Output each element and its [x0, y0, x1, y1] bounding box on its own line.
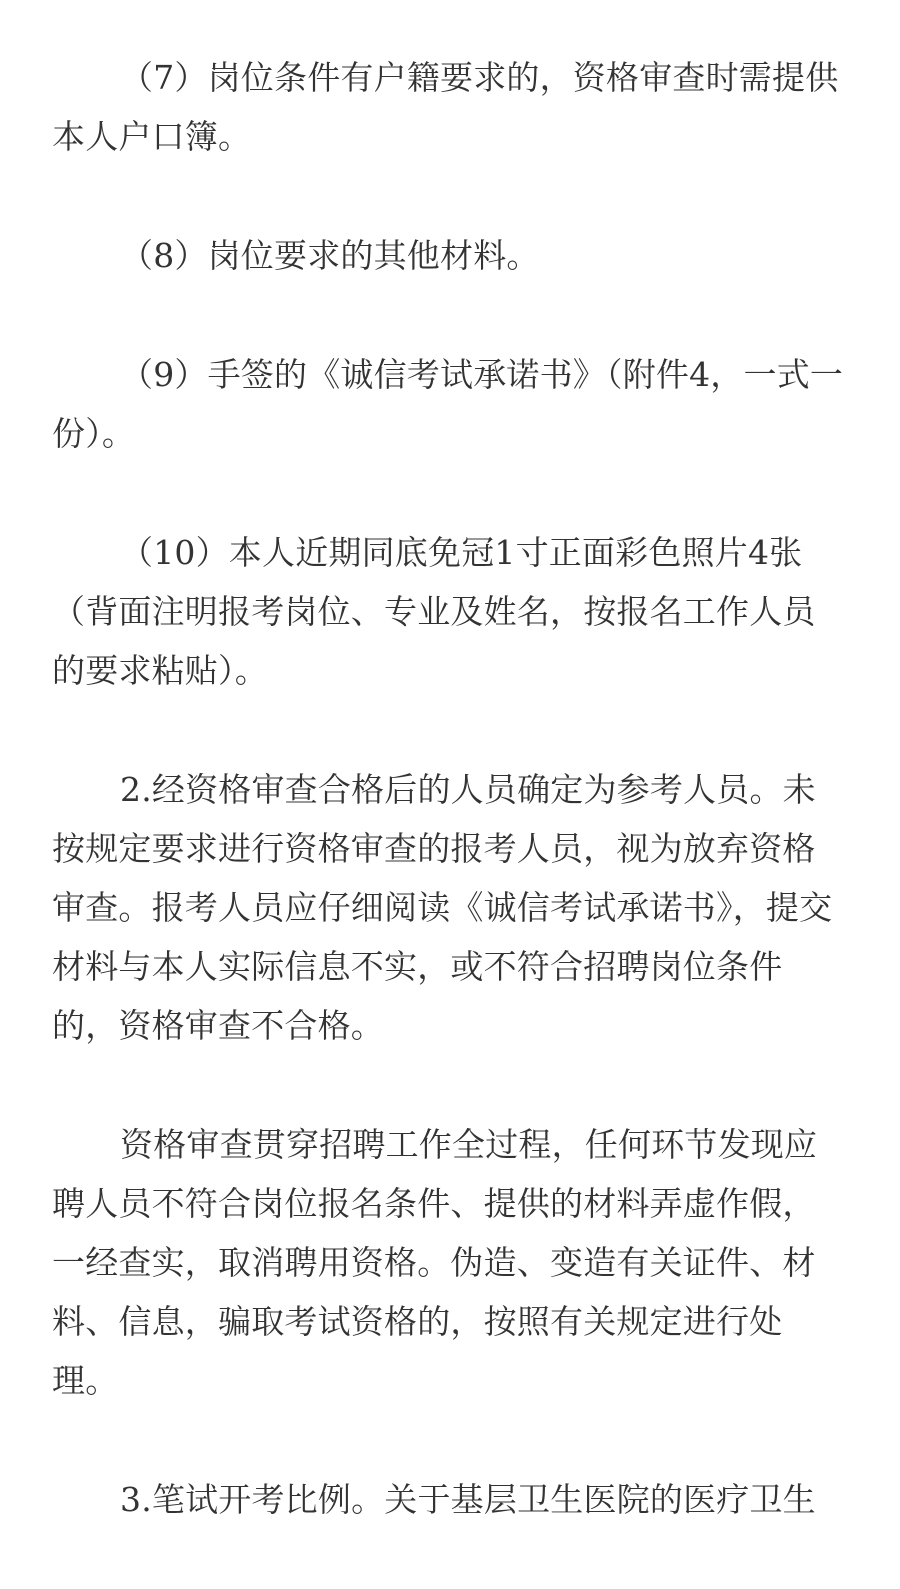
text-line: 按规定要求进行资格审查的报考人员，视为放弃资格	[52, 829, 816, 868]
text-line: 份）。	[52, 414, 136, 453]
text-line: （7）岗位条件有户籍要求的，资格审查时需提供	[120, 58, 839, 97]
article-body	[52, 48, 852, 1589]
text-line: 3.笔试开考比例。关于基层卫生医院的医疗卫生	[120, 1480, 816, 1519]
text-line: （8）岗位要求的其他材料。	[120, 236, 540, 275]
text-line: （背面注明报考岗位、专业及姓名，按报名工作人员	[52, 592, 816, 631]
paragraph-item-10	[52, 523, 852, 700]
paragraph-item-7	[52, 48, 852, 166]
text-line: 资格审查贯穿招聘工作全过程，任何环节发现应	[120, 1125, 818, 1164]
text-line: 2.经资格审查合格后的人员确定为参考人员。未	[120, 770, 816, 809]
paragraph-review-throughout	[52, 1115, 852, 1410]
text-line: 的，资格审查不合格。	[52, 1006, 384, 1045]
text-line: （10）本人近期同底免冠1寸正面彩色照片4张	[120, 533, 803, 572]
paragraph-item-9	[52, 345, 852, 463]
text-line: 料、信息，骗取考试资格的，按照有关规定进行处	[52, 1302, 783, 1341]
text-line: 材料与本人实际信息不实，或不符合招聘岗位条件	[52, 947, 783, 986]
text-line: 的要求粘贴）。	[52, 651, 268, 690]
paragraph-qualification-review	[52, 760, 852, 1055]
text-line: 本人户口簿。	[52, 117, 252, 156]
text-line: （9）手签的《诚信考试承诺书》（附件4，一式一	[120, 355, 844, 394]
text-line: 一经查实，取消聘用资格。伪造、变造有关证件、材	[52, 1243, 816, 1282]
text-line: 审查。报考人员应仔细阅读《诚信考试承诺书》，提交	[52, 888, 833, 927]
text-line: 聘人员不符合岗位报名条件、提供的材料弄虚作假，	[52, 1184, 816, 1223]
paragraph-item-8	[52, 226, 852, 285]
text-line: 理。	[52, 1361, 119, 1400]
